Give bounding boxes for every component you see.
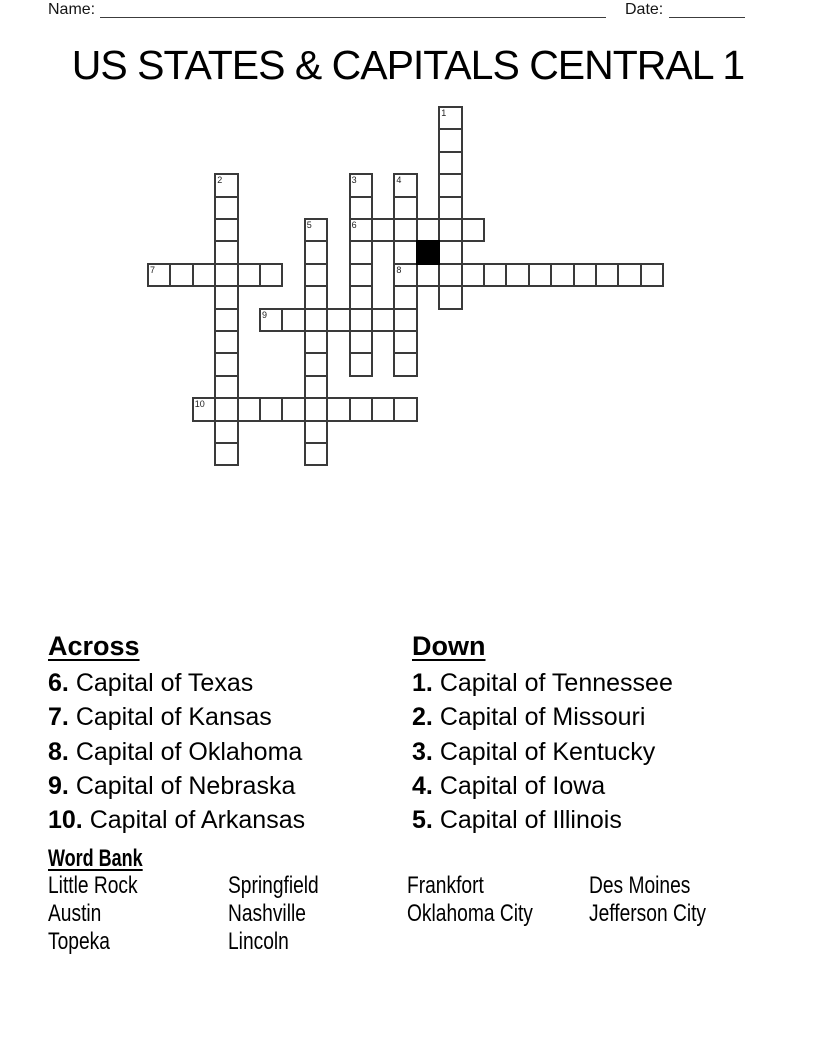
grid-cell[interactable]	[550, 263, 574, 287]
word-bank-column	[228, 872, 341, 956]
grid-cell[interactable]	[371, 308, 395, 332]
clue-number-label: 5	[306, 220, 312, 230]
grid-cell[interactable]	[214, 196, 238, 220]
clue-down-3	[412, 735, 673, 769]
clue-number-label: 7	[150, 264, 156, 275]
grid-cell[interactable]	[304, 420, 328, 444]
grid-cell[interactable]	[371, 218, 395, 242]
grid-cell[interactable]	[214, 352, 238, 376]
word-bank-item: Little Rock	[48, 872, 138, 899]
grid-cell[interactable]	[281, 308, 305, 332]
grid-cell[interactable]	[438, 285, 462, 309]
clue-number-label: 1	[441, 108, 447, 118]
grid-cell[interactable]	[393, 352, 417, 376]
clue-text: Capital of Illinois	[439, 806, 622, 835]
grid-cell[interactable]	[595, 263, 619, 287]
clue-down-4	[412, 769, 673, 803]
clue-number: 4.	[412, 771, 433, 800]
grid-cell[interactable]	[326, 397, 350, 421]
grid-cell[interactable]	[438, 263, 462, 287]
grid-cell[interactable]	[349, 285, 373, 309]
word-bank-item: Nashville	[228, 900, 306, 927]
clue-down-2	[412, 700, 673, 734]
grid-cell[interactable]	[393, 397, 417, 421]
clue-across-10	[48, 803, 305, 837]
clue-number: 10.	[48, 806, 83, 835]
clue-number-label: 2	[217, 175, 223, 186]
grid-cell[interactable]	[528, 263, 552, 287]
grid-cell[interactable]	[304, 352, 328, 376]
grid-cell[interactable]	[214, 397, 238, 421]
word-bank-item: Des Moines	[589, 872, 691, 899]
clue-text: Capital of Tennessee	[439, 669, 673, 697]
grid-cell[interactable]	[214, 308, 238, 332]
clue-number: 3.	[412, 737, 433, 766]
clue-number-label: 8	[396, 264, 402, 275]
blocked-cell	[416, 240, 440, 264]
word-bank-item: Lincoln	[228, 928, 289, 955]
word-bank-item: Frankfort	[407, 872, 484, 899]
grid-cell[interactable]	[259, 263, 283, 287]
grid-cell[interactable]	[461, 263, 485, 287]
grid-cell[interactable]	[349, 308, 373, 332]
name-blank-line[interactable]	[100, 2, 606, 18]
grid-cell[interactable]	[617, 263, 641, 287]
across-clues-section	[48, 630, 305, 837]
grid-cell[interactable]	[393, 240, 417, 264]
clue-across-8	[48, 735, 305, 769]
grid-cell[interactable]	[438, 151, 462, 175]
grid-cell[interactable]	[214, 330, 238, 354]
clue-number-label: 3	[351, 175, 357, 186]
clue-across-6	[48, 666, 305, 700]
clue-number: 1.	[412, 669, 433, 697]
clue-number-label: 9	[262, 309, 268, 320]
grid-cell[interactable]	[438, 218, 462, 242]
grid-cell[interactable]	[214, 240, 238, 264]
grid-cell[interactable]	[192, 397, 216, 421]
grid-cell[interactable]	[304, 285, 328, 309]
clue-number: 7.	[48, 703, 69, 732]
grid-cell[interactable]	[438, 106, 462, 130]
grid-cell[interactable]	[304, 240, 328, 264]
grid-cell[interactable]	[214, 375, 238, 399]
grid-cell[interactable]	[147, 263, 171, 287]
grid-cell[interactable]	[304, 397, 328, 421]
grid-cell[interactable]	[349, 173, 373, 197]
grid-cell[interactable]	[214, 173, 238, 197]
grid-cell[interactable]	[214, 420, 238, 444]
across-heading: Across	[48, 631, 140, 661]
grid-cell[interactable]	[371, 397, 395, 421]
down-clues-section	[412, 630, 673, 837]
word-bank-item: Topeka	[48, 928, 110, 955]
word-bank-column	[48, 872, 160, 956]
grid-cell[interactable]	[416, 218, 440, 242]
grid-cell[interactable]	[349, 397, 373, 421]
grid-cell[interactable]	[640, 263, 664, 287]
grid-cell[interactable]	[214, 263, 238, 287]
grid-cell[interactable]	[259, 308, 283, 332]
grid-cell[interactable]	[573, 263, 597, 287]
clue-number-label: 4	[396, 175, 402, 186]
clue-across-7	[48, 700, 305, 734]
word-bank-column	[589, 872, 735, 928]
page-title: US STATES & CAPITALS CENTRAL 1	[71, 42, 745, 88]
grid-cell[interactable]	[393, 330, 417, 354]
word-bank-item: Oklahoma City	[407, 900, 533, 927]
word-bank-item: Springfield	[228, 872, 319, 899]
grid-cell[interactable]	[304, 442, 328, 466]
clue-text: Capital of Missouri	[439, 703, 646, 732]
grid-cell[interactable]	[169, 263, 193, 287]
grid-cell[interactable]	[393, 263, 417, 287]
grid-cell[interactable]	[281, 397, 305, 421]
grid-cell[interactable]	[304, 330, 328, 354]
grid-cell[interactable]	[237, 397, 261, 421]
name-label: Name:	[48, 1, 96, 18]
grid-cell[interactable]	[438, 196, 462, 220]
grid-cell[interactable]	[393, 308, 417, 332]
word-bank-heading: Word Bank	[48, 845, 143, 872]
grid-cell[interactable]	[349, 240, 373, 264]
word-bank-item: Austin	[48, 900, 102, 927]
grid-cell[interactable]	[349, 330, 373, 354]
clue-down-5	[412, 803, 673, 837]
grid-cell[interactable]	[349, 218, 373, 242]
clue-number: 9.	[48, 771, 69, 800]
grid-cell[interactable]	[259, 397, 283, 421]
clue-text: Capital of Texas	[75, 669, 254, 697]
clue-number: 6.	[48, 669, 69, 697]
clue-text: Capital of Oklahoma	[75, 737, 303, 766]
clue-number-label: 6	[351, 220, 357, 230]
clue-text: Capital of Kansas	[75, 703, 272, 732]
grid-cell[interactable]	[214, 442, 238, 466]
grid-cell[interactable]	[349, 263, 373, 287]
grid-cell[interactable]	[393, 196, 417, 220]
clue-number: 2.	[412, 703, 433, 732]
grid-cell[interactable]	[326, 308, 350, 332]
grid-cell[interactable]	[461, 218, 485, 242]
grid-cell[interactable]	[304, 308, 328, 332]
clue-text: Capital of Iowa	[439, 771, 606, 800]
grid-cell[interactable]	[214, 285, 238, 309]
grid-cell[interactable]	[438, 240, 462, 264]
word-bank-item: Jefferson City	[589, 900, 707, 927]
clue-text: Capital of Arkansas	[89, 806, 306, 835]
clue-number: 8.	[48, 737, 69, 766]
grid-cell[interactable]	[214, 218, 238, 242]
grid-cell[interactable]	[393, 173, 417, 197]
grid-cell[interactable]	[304, 263, 328, 287]
grid-cell[interactable]	[304, 375, 328, 399]
grid-cell[interactable]	[237, 263, 261, 287]
grid-cell[interactable]	[505, 263, 529, 287]
grid-cell[interactable]	[393, 218, 417, 242]
date-blank-line[interactable]	[669, 2, 745, 18]
grid-cell[interactable]	[416, 263, 440, 287]
clue-across-9	[48, 769, 305, 803]
clue-number-label: 10	[194, 399, 205, 410]
grid-cell[interactable]	[304, 218, 328, 242]
clue-text: Capital of Kentucky	[439, 737, 656, 766]
grid-cell[interactable]	[483, 263, 507, 287]
grid-cell[interactable]	[349, 352, 373, 376]
date-label: Date:	[625, 1, 664, 18]
grid-cell[interactable]	[393, 285, 417, 309]
grid-cell[interactable]	[349, 196, 373, 220]
down-heading: Down	[412, 631, 486, 661]
grid-cell[interactable]	[192, 263, 216, 287]
grid-cell[interactable]	[438, 128, 462, 152]
clue-down-1	[412, 666, 673, 700]
clue-number: 5.	[412, 806, 433, 835]
clue-text: Capital of Nebraska	[75, 771, 296, 800]
grid-cell[interactable]	[438, 173, 462, 197]
word-bank-column	[407, 872, 564, 928]
